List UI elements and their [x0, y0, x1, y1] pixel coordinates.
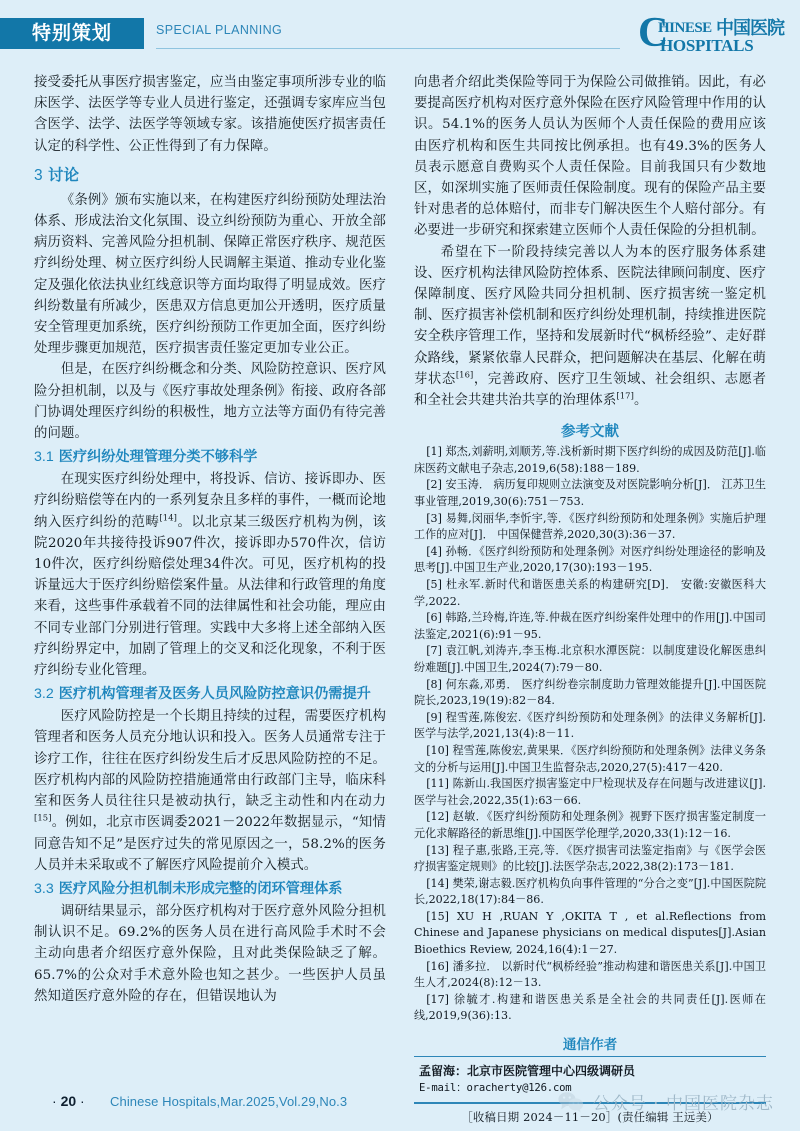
left-column [34, 72, 386, 1007]
heading-section-3-1 [34, 446, 386, 469]
heading-section-3-3-number: 3.3 [34, 880, 54, 897]
heading-section-3-1-number: 3.1 [34, 449, 54, 466]
corresponding-author-email: E-mail：oracherty@126.com [419, 1082, 572, 1095]
heading-section-3 [34, 162, 386, 189]
page-number-dot-left: · [52, 1093, 57, 1109]
reference-item: [17] 徐毓才.构建和谐医患关系是全社会的共同责任[J].医师在线,2019,9(36):13. [414, 992, 766, 1023]
reference-item: [3] 易舞,闵丽华,李忻宇,等．《医疗纠纷预防和处理条例》实施后护理工作的应对[J]． 中国保健营养,2020,30(3):36－37. [414, 511, 766, 542]
heading-section-3-2-title: 医疗机构管理者及医务人员风险防控意识仍需提升 [58, 686, 371, 703]
corresponding-author-heading: 通信作者 [562, 1037, 618, 1054]
wechat-icon [558, 1091, 584, 1113]
reference-marker-16: [16] [455, 369, 474, 380]
right-column [414, 72, 766, 1125]
reference-item: [9] 程雪莲,陈俊宏.《医疗纠纷预防和处理条例》的法律义务解析[J].医学与法学,2021,13(4):8－11. [414, 710, 766, 741]
paragraph-3-1-body [34, 469, 386, 681]
heading-section-3-2 [34, 683, 386, 706]
wechat-footer [558, 1089, 774, 1114]
references-heading: 参考文献 [561, 424, 619, 441]
page-number [52, 1093, 85, 1109]
paragraph-right-outlook [414, 242, 766, 412]
reference-item: [16] 潘多拉． 以新时代“枫桥经验”推动构建和谐医患关系[J].中国卫生人才,2024(8):12－13. [414, 959, 766, 990]
reference-item: [7] 袁江帆,刘涛卉,李玉梅.北京积水潭医院：以制度建设化解医患纠纷难题[J].中国卫生,2024(7):79－80. [414, 644, 766, 674]
paragraph-3-intro: 《条例》颁布实施以来，在构建医疗纠纷预防处理法治体系、形成法治文化氛围、设立纠纷预防为重心、开放全部病历资料、完善风险分担机制、保障正常医疗秩序、规范医疗纠纷处理、树立医疗纠纷人民调解主渠道、推动专业化鉴定及强化依法执业红线意识等方面均取得了明显成效。医疗纠纷数量有所减少，医患双方信息更加公开透明，医疗质量安全管理更加系统，医疗纠纷预防工作更加全面，医疗纠纷处理步骤更加规范，医疗损害责任鉴定更加专业公正。 [34, 192, 386, 357]
section-badge-cn: 特别策划 [0, 18, 144, 49]
heading-section-3-number: 3 [34, 166, 43, 184]
paragraph-3-1-body-part-a: 在现实医疗纠纷处理中，将投诉、信访、接诉即办、医疗纠纷赔偿等在内的一系列复杂且多样的事件，一概而论地纳入医疗纠纷的范畴 [34, 472, 386, 530]
journal-logo [638, 12, 786, 58]
reference-item: [13] 程子惠,张路,王亮,等．《医疗损害司法鉴定指南》与《医学会医疗损害鉴定规则》的比较[J].法医学杂志,2022,38(2):173－181. [414, 843, 766, 874]
paragraph-right-outlook-part-2: ，完善政府、医疗卫生领域、社会组织、志愿者和全社会共建共治共享的治理体系 [414, 371, 766, 409]
paragraph-right-outlook-part-1: 希望在下一阶段持续完善以人为本的医疗服务体系建设、医疗机构法律风险防控体系、医院法律顾问制度、医疗保障制度、医疗风险共同分担机制、医疗损害统一鉴定机制、医疗损害补偿机制和医疗纠纷处理机制，持续推进医院安全秩序管理工作，坚持和发展新时代“枫桥经验”、走好群众路线，紧紧依靠人民群众，把问题解决在基层、化解在萌芽状态 [414, 244, 766, 387]
reference-marker-17: [17] [616, 390, 634, 401]
reference-item: [1] 郑杰,刘薪明,刘顺芳,等.浅析新时期下医疗纠纷的成因及防范[J].临床医药文献电子杂志,2019,6(58):188－189. [414, 445, 766, 475]
logo-text-chinese: HINESE [658, 20, 712, 36]
heading-section-3-2-number: 3.2 [34, 686, 54, 703]
paragraph-3-3-body: 调研结果显示，部分医疗机构对于医疗意外风险分担机制认识不足。69.2%的医务人员在进行高风险手术时不会主动向患者介绍医疗意外保险，且对此类保险缺乏了解。65.7%的公众对手术意外险也知之甚少。一些医护人员虽然知道医疗意外险的存在，但错误地认为 [34, 903, 386, 1004]
reference-item: [12] 赵敏．《医疗纠纷预防和处理条例》视野下医疗损害鉴定制度一元化求解路径的新思维[J].中国医学伦理学,2020,33(1):12－16. [414, 810, 766, 840]
paragraph-continued: 接受委托从事医疗损害鉴定，应当由鉴定事项所涉专业的临床医学、法医学等专业人员进行鉴定，还强调专家库应当包含医学、法学、法医学等领域专家。该措施使医疗损害责任认定的科学性、公正性得到了有力保障。 [34, 75, 386, 154]
paragraph-right-continued: 向患者介绍此类保险等同于为保险公司做推销。因此，有必要提高医疗机构对医疗意外保险在医疗风险管理中作用的认识。54.1%的医务人员认为医师个人责任保险的费用应该由医疗机构和医生共同按比例承担。也有49.3%的医务人员表示愿意自费购买个人责任保险。目前我国只有少数地区，如深圳实施了医师责任保险制度。现有的保险产品主要针对患者的总体赔付，而非专门解决医生个人赔付部分。有必要进一步研究和探索建立医师个人责任保险的分担机制。 [414, 75, 766, 239]
heading-section-3-title: 讨论 [48, 165, 80, 184]
section-badge-en: SPECIAL PLANNING [156, 23, 283, 37]
paragraph-3-2-body-part-a: 医疗风险防控是一个长期且持续的过程，需要医疗机构管理者和医务人员充分地认识和投入。医务人员通常专注于诊疗工作，往往在医疗纠纷发生后才反思风险防控的不足。医疗机构内部的风险防控措施通常由行政部门主导，临床科室和医务人员往往只是被动执行，缺乏主动性和内在动力 [34, 709, 386, 810]
page-footer [0, 1073, 800, 1131]
header-divider [156, 48, 620, 49]
reference-item: [11] 陈新山.我国医疗损害鉴定中尸检现状及存在问题与改进建议[J].医学与社会,2022,35(1):63－66. [414, 777, 766, 807]
paragraph-3-2-body-part-b: 。例如，北京市医调委2021－2022年数据显示，“知情同意告知不足”是医疗过失的常见原因之一，58.2%的医务人员并未采取或不了解医疗风险提前介入模式。 [34, 815, 386, 873]
reference-item: [10] 程雪莲,陈俊宏,黄果果．《医疗纠纷预防和处理条例》法律义务条文的分析与运用[J].中国卫生监督杂志,2020,27(5):417－420. [414, 743, 766, 774]
reference-marker-15: [15] [34, 812, 52, 823]
references-list [414, 444, 766, 1025]
reference-item: [8] 何东淼,邓勇． 医疗纠纷卷宗制度助力管理效能提升[J].中国医院院长,2023,19(19):82－84. [414, 677, 766, 708]
page-number-value: 20 [60, 1093, 77, 1109]
reference-item: [14] 樊荣,谢志毅.医疗机构负向事件管理的“分合之变”[J].中国医院院长,2022,18(17):84－86. [414, 876, 766, 907]
corresponding-author-divider-top [414, 1056, 766, 1057]
paragraph-3-2-body [34, 706, 386, 876]
page-header [0, 10, 800, 66]
reference-item: [2] 安玉涛． 病历复印规则立法演变及对医院影响分析[J]． 江苏卫生事业管理,2019,30(6):751－753. [414, 478, 766, 509]
page-number-dot-right: · [80, 1093, 85, 1109]
reference-item: [6] 韩路,兰玲梅,许连,等.仲裁在医疗纠纷案件处理中的作用[J].中国司法鉴定,2021(6):91－95. [414, 611, 766, 641]
corresponding-author-name: 孟留海：北京市医院管理中心四级调研员 [419, 1064, 636, 1079]
reference-item: [4] 孙畅．《医疗纠纷预防和处理条例》对医疗纠纷处理途径的影响及思考[J].中国卫生产业,2020,17(30):193－195. [414, 544, 766, 575]
received-date-and-editor: ［收稿日期 2024－11－20］(责任编辑 王远美） [461, 1109, 719, 1124]
paragraph-3-issues: 但是，在医疗纠纷概念和分类、风险防控意识、医疗风险分担机制，以及与《医疗事故处理条例》衔接、政府各部门协调处理医疗纠纷的积极性，地方立法等方面仍有待完善的问题。 [34, 362, 386, 442]
reference-marker-14: [14] [159, 512, 177, 523]
journal-citation-line: Chinese Hospitals,Mar.2025,Vol.29,No.3 [110, 1094, 348, 1109]
heading-section-3-3-title: 医疗风险分担机制未形成完整的闭环管理体系 [58, 880, 343, 897]
reference-item: [5] 杜永军.新时代和谐医患关系的构建研究[D]． 安徽:安徽医科大学,2022. [414, 578, 766, 608]
heading-section-3-1-title: 医疗纠纷处理管理分类不够科学 [58, 449, 258, 466]
wechat-label: 公众号 · 中国医院杂志 [592, 1094, 774, 1114]
logo-text-cn-name: 中国医院 [716, 18, 784, 39]
logo-text-hospitals: HOSPITALS [660, 36, 754, 55]
logo-letter-c: C [638, 10, 669, 56]
paragraph-right-outlook-part-3: 。 [633, 393, 648, 409]
reference-item: [15] XU H ,RUAN Y ,OKITA T , et al.Reflections from Chinese and Japanese physicians on medical disputes[J].Asian Bioethics Review, 2024,16(4):1－27. [414, 909, 766, 957]
paragraph-3-1-body-part-b: 。以北京某三级医疗机构为例，该院2020年共接待投诉907件次，接诉即办570件次，信访10件次，医疗纠纷赔偿处理34件次。可见，医疗机构的投诉量远大于医疗纠纷赔偿案件量。从法律和行政管理的角度来看，这些事件承载着不同的法律属性和社会功能，理应由不同专业部门分别进行管理。实践中大多将上述全部纳入医疗纠纷界定中，加剧了管理上的交叉和泛化现象，不利于医疗纠纷专业化管理。 [34, 514, 386, 679]
heading-section-3-3 [34, 878, 386, 901]
